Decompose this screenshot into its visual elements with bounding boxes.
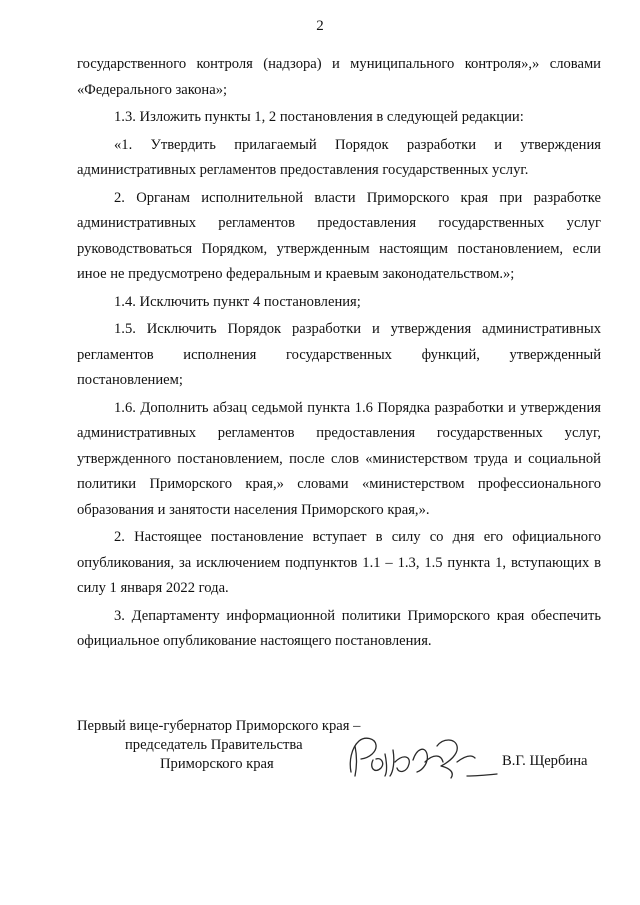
paragraph: 2. Органам исполнительной власти Приморского края при разработке административных регламентов предоставления государственных услуг руководствоваться Порядком, утвержденным настоящим постановлением, если иное не предусмотрено федеральным и краевым законодательством.»;: [77, 189, 601, 282]
signer-position-line-3: Приморского края: [160, 756, 274, 772]
paragraph: 1.3. Изложить пункты 1, 2 постановления в следующей редакции:: [114, 109, 524, 125]
paragraph: 1.6. Дополнить абзац седьмой пункта 1.6 Порядка разработки и утверждения административных регламентов предоставления государственных услуг, утвержденного постановлением, после слов «министерством труда и социальной политики Приморского края,» словами «министерством профессионального образования и занятости населения Приморского края,».: [77, 399, 601, 518]
paragraph: 1.4. Исключить пункт 4 постановления;: [114, 293, 361, 310]
signer-name: В.Г. Щербина: [502, 753, 588, 769]
document-body: [77, 52, 601, 655]
page-number: 2: [316, 18, 324, 34]
signer-position-line-2: председатель Правительства: [125, 737, 303, 753]
paragraph: 3. Департаменту информационной политики Приморского края обеспечить официальное опубликование настоящего постановления.: [77, 607, 601, 649]
handwritten-signature: [345, 732, 500, 782]
paragraph: «1. Утвердить прилагаемый Порядок разработки и утверждения административных регламентов предоставления государственных услуг.: [77, 136, 601, 178]
paragraph: государственного контроля (надзора) и муниципального контроля»,» словами «Федерального закона»;: [77, 56, 601, 98]
paragraph: 1.5. Исключить Порядок разработки и утверждения административных регламентов исполнения государственных функций, утвержденный постановлением;: [77, 321, 601, 388]
signer-position-line-1: Первый вице-губернатор Приморского края –: [77, 718, 361, 734]
paragraph: 2. Настоящее постановление вступает в силу со дня его официального опубликования, за исключением подпунктов 1.1 – 1.3, 1.5 пункта 1, вступающих в силу 1 января 2022 года.: [77, 529, 601, 596]
